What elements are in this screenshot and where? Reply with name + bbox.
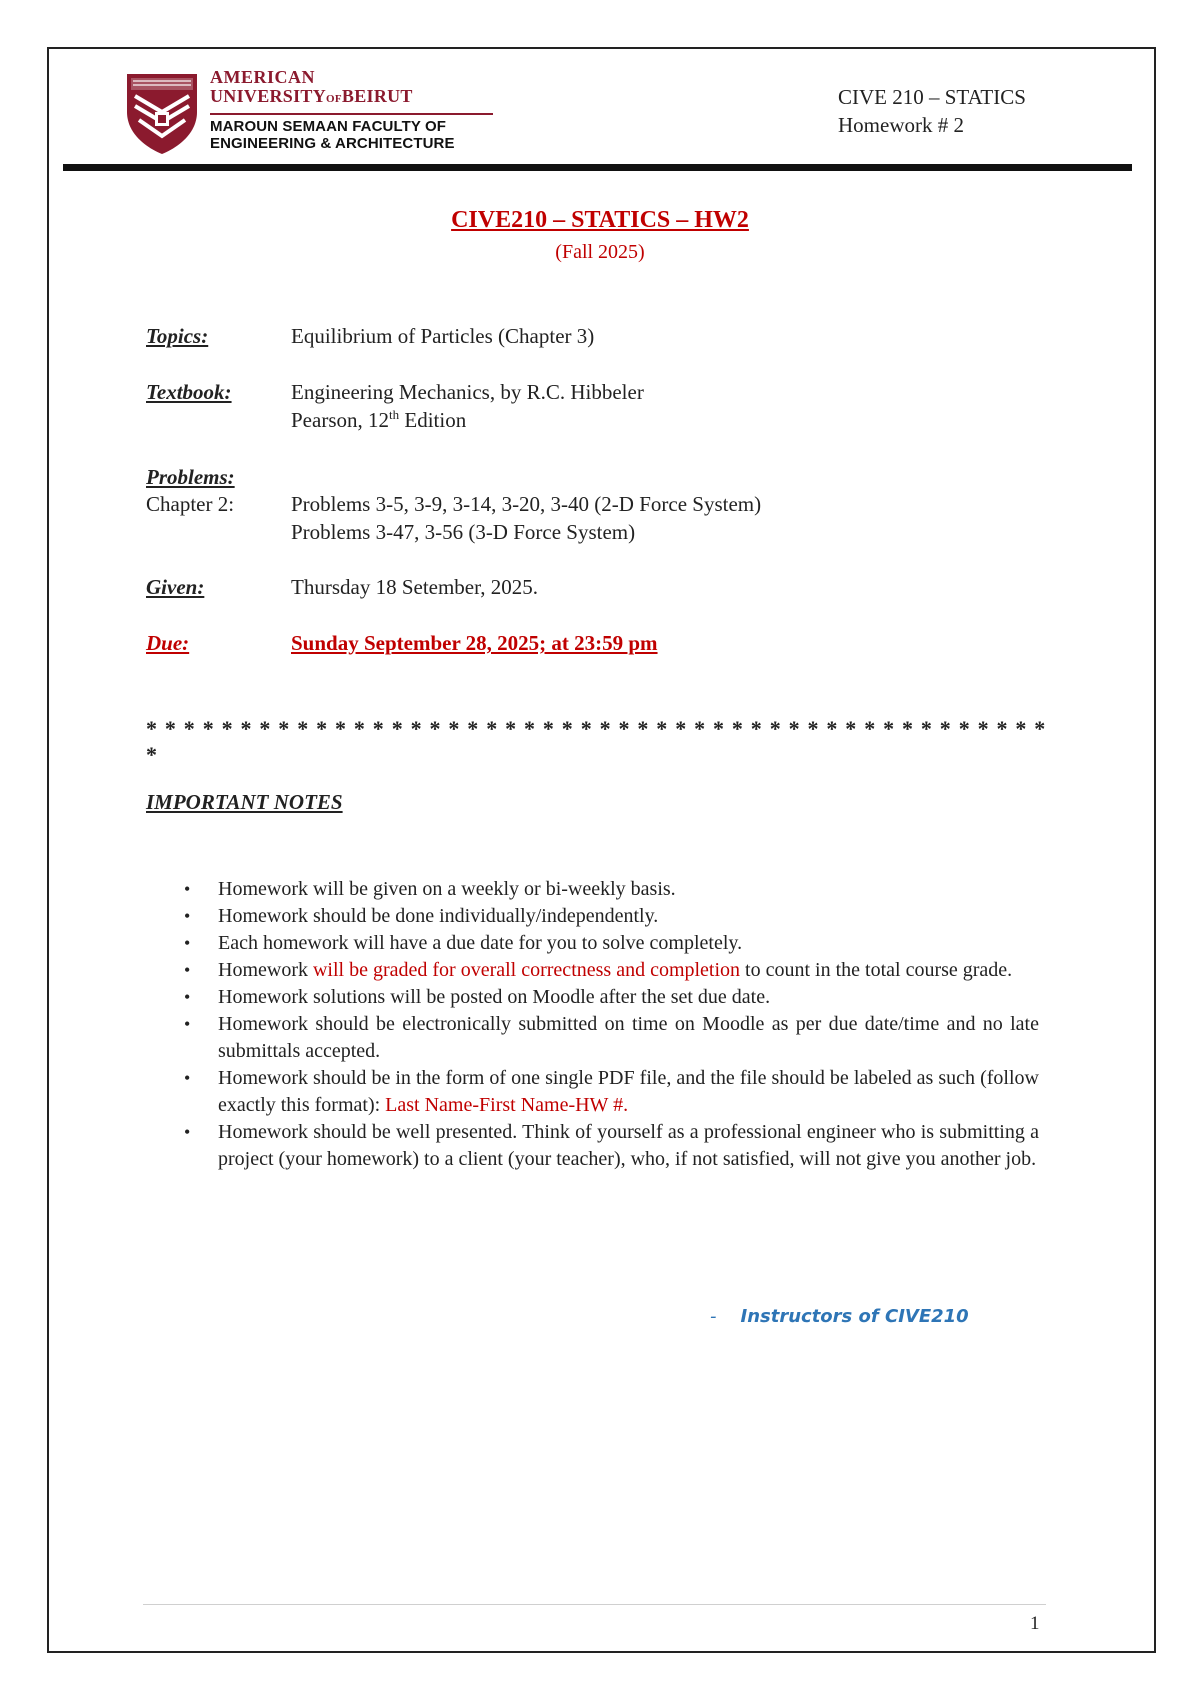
given-label: Given: xyxy=(146,575,205,599)
list-item: • Homework will be graded for overall correctness and completion to count in the total course grade. xyxy=(146,957,1039,984)
textbook-line-2: Pearson, 12th Edition xyxy=(291,407,467,432)
topics-label: Topics: xyxy=(146,324,209,348)
problems-label: Problems: xyxy=(146,465,235,489)
problems-line-2: Problems 3-47, 3-56 (3-D Force System) xyxy=(291,520,636,544)
bullet-icon: • xyxy=(184,1014,191,1034)
list-item: • Homework should be well presented. Think of yourself as a professional engineer who is submitting a project (your homework) to a client (your teacher), who, if not satisfied, will not give you another job. xyxy=(184,1121,1039,1170)
list-item: • Homework should be done individually/independently. xyxy=(146,903,1039,930)
chapter-label: Chapter 2: xyxy=(146,492,235,516)
bullet-icon: • xyxy=(184,933,191,953)
due-label: Due: xyxy=(146,631,190,655)
bullet-icon: • xyxy=(184,879,191,899)
topics-value: Equilibrium of Particles (Chapter 3) xyxy=(291,324,595,348)
bullet-icon: • xyxy=(184,1068,191,1088)
header-homework-number: Homework # 2 xyxy=(838,113,964,137)
textbook-line-1: Engineering Mechanics, by R.C. Hibbeler xyxy=(291,380,644,404)
logo-divider xyxy=(210,113,493,115)
filename-format-highlight: Last Name-First Name-HW #. xyxy=(385,1094,629,1116)
footer-divider xyxy=(143,1604,1046,1605)
bullet-icon: • xyxy=(184,987,191,1007)
bullet-icon: • xyxy=(184,906,191,926)
logo-line-faculty: MAROUN SEMAAN FACULTY OF xyxy=(210,118,447,135)
star-separator: * * * * * * * * * * * * * * * * * * * * * * * * * * * * * * * * * * * * * * * * * * * * * * * * * xyxy=(146,716,1047,767)
logo-line-engineering: ENGINEERING & ARCHITECTURE xyxy=(210,135,455,152)
page-number: 1 xyxy=(1030,1613,1040,1634)
header-course-code: CIVE 210 – STATICS xyxy=(838,85,1026,109)
problems-line-1: Problems 3-5, 3-9, 3-14, 3-20, 3-40 (2-D Force System) xyxy=(291,492,762,516)
due-value: Sunday September 28, 2025; at 23:59 pm xyxy=(291,631,658,655)
instructors-signature: - Instructors of CIVE210 xyxy=(710,1306,969,1327)
important-notes-list xyxy=(146,876,1039,1173)
logo-line-american: AMERICAN xyxy=(210,67,315,87)
university-logo-text xyxy=(210,68,493,152)
important-notes-heading: IMPORTANT NOTES xyxy=(146,790,343,814)
header-divider xyxy=(63,164,1132,171)
document-title: CIVE210 – STATICS – HW2 xyxy=(451,207,749,233)
given-value: Thursday 18 Setember, 2025. xyxy=(291,575,539,599)
logo-line-university: UNIVERSITYOFBEIRUT xyxy=(210,86,413,106)
list-item: • Homework solutions will be posted on Moodle after the set due date. xyxy=(146,984,1039,1011)
grading-highlight: will be graded for overall correctness and completion xyxy=(312,959,741,981)
list-item: • Homework should be in the form of one single PDF file, and the file should be labeled as such (follow exactly this format): Last Name-First Name-HW #. xyxy=(184,1067,1039,1116)
bullet-icon: • xyxy=(184,960,191,980)
list-item: • Homework will be given on a weekly or bi-weekly basis. xyxy=(146,876,1039,903)
aub-shield-logo xyxy=(125,72,199,156)
list-item: • Homework should be electronically submitted on time on Moodle as per due date/time and no late submittals accepted. xyxy=(184,1013,1039,1062)
bullet-icon: • xyxy=(184,1122,191,1142)
list-item: • Each homework will have a due date for you to solve completely. xyxy=(146,930,1039,957)
page-border xyxy=(47,47,1156,1653)
semester-subtitle: (Fall 2025) xyxy=(555,241,645,263)
textbook-label: Textbook: xyxy=(146,380,232,404)
